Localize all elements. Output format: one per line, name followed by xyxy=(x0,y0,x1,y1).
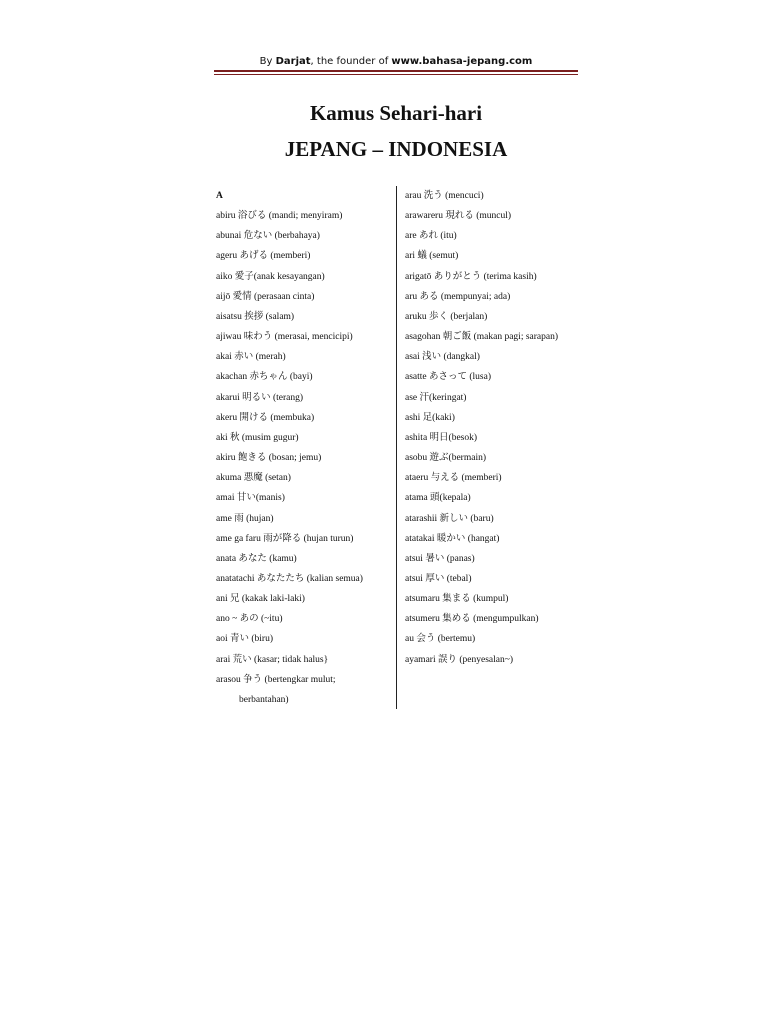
dictionary-entry: aki 秋 (musim gugur) xyxy=(216,432,299,443)
dictionary-entry-continuation: berbantahan) xyxy=(239,694,289,705)
dictionary-entry: au 会う (bertemu) xyxy=(405,634,476,645)
dictionary-entry: atarashii 新しい (baru) xyxy=(405,513,494,524)
dictionary-entry: arigatō ありがとう (terima kasih) xyxy=(405,271,537,282)
dictionary-entry: ageru あげる (memberi) xyxy=(216,251,311,262)
dictionary-entry: ashita 明日(besok) xyxy=(405,432,478,443)
dictionary-entry: ataeru 与える (memberi) xyxy=(405,473,502,484)
column-divider xyxy=(396,186,397,709)
page-header xyxy=(214,56,578,67)
dictionary-entry: ayamari 誤り (penyesalan~) xyxy=(405,654,514,665)
dictionary-entry: anata あなた (kamu) xyxy=(216,553,297,564)
section-letter: A xyxy=(216,191,223,201)
dictionary-entry: aijō 愛情 (perasaan cinta) xyxy=(216,291,315,302)
dictionary-entry: asobu 遊ぶ(bermain) xyxy=(405,453,486,464)
dictionary-entry: ani 兄 (kakak laki-laki) xyxy=(216,594,305,605)
dictionary-entry: atsumeru 集める (mengumpulkan) xyxy=(405,614,539,625)
dictionary-entry: akachan 赤ちゃん (bayi) xyxy=(216,372,313,383)
right-column xyxy=(405,186,585,670)
header-site-link[interactable]: www.bahasa-jepang.com xyxy=(391,56,533,67)
dictionary-entry: aoi 青い (biru) xyxy=(216,634,273,645)
dictionary-entry: amai 甘い(manis) xyxy=(216,493,285,504)
dictionary-entry: atatakai 暖かい (hangat) xyxy=(405,533,500,544)
dictionary-entry: akiru 飽きる (bosan; jemu) xyxy=(216,453,322,464)
dictionary-entry: akuma 悪魔 (setan) xyxy=(216,473,291,484)
page-subtitle: JEPANG – INDONESIA xyxy=(284,137,508,161)
dictionary-entry: asatte あさって (lusa) xyxy=(405,372,492,383)
dictionary-entry: akai 赤い (merah) xyxy=(216,352,286,363)
dictionary-entry: arawareru 現れる (muncul) xyxy=(405,211,512,222)
dictionary-entry: ase 汗(keringat) xyxy=(405,392,467,403)
dictionary-entry: abunai 危ない (berbahaya) xyxy=(216,231,320,242)
header-rule-thick xyxy=(214,70,578,72)
dictionary-entry: abiru 浴びる (mandi; menyiram) xyxy=(216,211,343,222)
dictionary-entry: atsui 厚い (tebal) xyxy=(405,573,472,584)
header-author: Darjat xyxy=(275,56,311,67)
dictionary-entry: asai 浅い (dangkal) xyxy=(405,352,480,363)
page-title: Kamus Sehari-hari xyxy=(309,101,483,125)
header-middle: , the founder of xyxy=(310,56,392,67)
dictionary-entry: aruku 歩く (berjalan) xyxy=(405,311,488,322)
dictionary-entry: ari 蟻 (semut) xyxy=(405,251,459,262)
dictionary-entry: anatatachi あなたたち (kalian semua) xyxy=(216,573,363,584)
dictionary-entry: are あれ (itu) xyxy=(405,231,457,242)
dictionary-entry: atama 頭(kepala) xyxy=(405,493,471,504)
dictionary-entry: ame 雨 (hujan) xyxy=(216,513,274,524)
dictionary-entry: ame ga faru 雨が降る (hujan turun) xyxy=(216,533,354,544)
left-column xyxy=(216,186,396,710)
dictionary-entry: arai 荒い (kasar; tidak halus} xyxy=(216,654,329,665)
dictionary-entry: aru ある (mempunyai; ada) xyxy=(405,291,511,302)
header-prefix: By xyxy=(259,56,276,67)
dictionary-entry: aiko 愛子(anak kesayangan) xyxy=(216,271,325,282)
dictionary-entry: asagohan 朝ご飯 (makan pagi; sarapan) xyxy=(405,332,559,343)
dictionary-entry: ashi 足(kaki) xyxy=(405,412,455,423)
dictionary-entry: aisatsu 挨拶 (salam) xyxy=(216,311,295,322)
dictionary-entry: atsui 暑い (panas) xyxy=(405,553,475,564)
dictionary-entry: atsumaru 集まる (kumpul) xyxy=(405,594,509,605)
dictionary-entry: ajiwau 味わう (merasai, mencicipi) xyxy=(216,332,353,343)
dictionary-entry: arau 洗う (mencuci) xyxy=(405,191,484,201)
dictionary-entry: akeru 開ける (membuka) xyxy=(216,412,315,423)
dictionary-entry: arasou 争う (bertengkar mulut; xyxy=(216,674,336,685)
header-rule-thin xyxy=(214,74,578,75)
dictionary-entry: ano ~ あの (~itu) xyxy=(216,614,283,625)
dictionary-entry: akarui 明るい (terang) xyxy=(216,392,304,403)
